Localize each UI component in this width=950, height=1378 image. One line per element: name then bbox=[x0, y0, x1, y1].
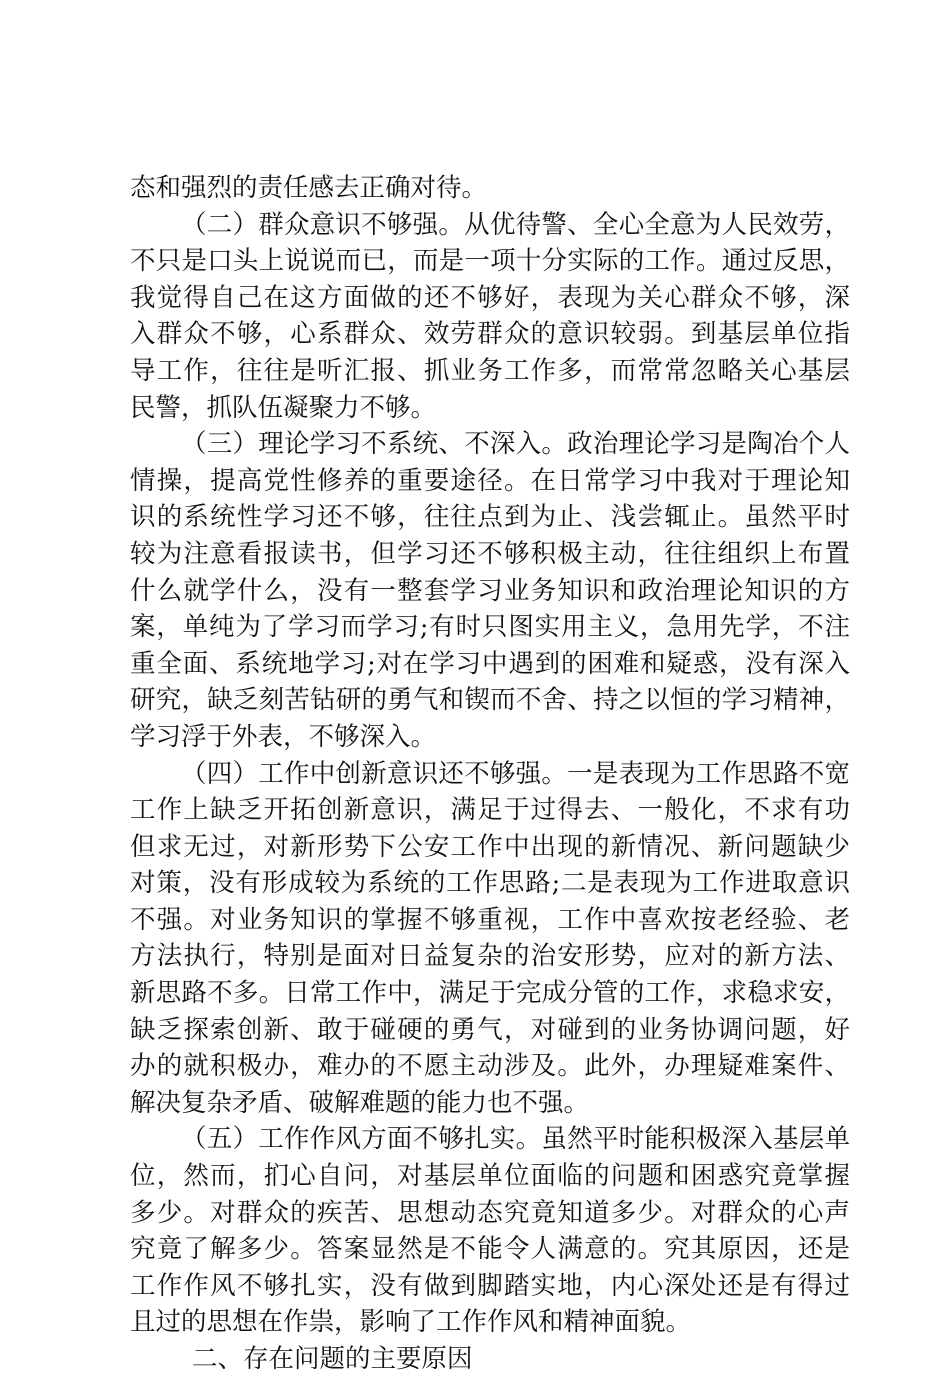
text-line-28: 位，然而，扪心自问，对基层单位面临的问题和困惑究竟掌握 bbox=[130, 1161, 850, 1192]
text-line-31: 工作作风不够扎实，没有做到脚踏实地，内心深处还是有得过 bbox=[130, 1270, 850, 1301]
text-line-18: 工作上缺乏开拓创新意识，满足于过得去、一般化，不求有功 bbox=[130, 795, 850, 826]
text-line-13: 案，单纯为了学习而学习;有时只图实用主义，急用先学，不注 bbox=[130, 612, 850, 643]
text-line-21: 不强。对业务知识的掌握不够重视，工作中喜欢按老经验、老 bbox=[130, 904, 850, 935]
text-line-29: 多少。对群众的疾苦、思想动态究竟知道多少。对群众的心声 bbox=[130, 1197, 850, 1228]
text-line-22: 方法执行，特别是面对日益复杂的治安形势，应对的新方法、 bbox=[130, 941, 850, 972]
section-title-causes: 二、存在问题的主要原因 bbox=[192, 1344, 473, 1374]
text-line-25: 办的就积极办，难办的不愿主动涉及。此外，办理疑难案件、 bbox=[130, 1051, 850, 1082]
text-line-14: 重全面、系统地学习;对在学习中遇到的困难和疑惑，没有深入 bbox=[130, 648, 850, 679]
text-line-1: 态和强烈的责任感去正确对待。 bbox=[130, 173, 488, 203]
text-line-30: 究竟了解多少。答案显然是不能令人满意的。究其原因，还是 bbox=[130, 1234, 850, 1265]
section-heading-4-line: （四）工作中创新意识还不够强。一是表现为工作思路不宽 bbox=[181, 758, 850, 789]
text-line-10: 识的系统性学习还不够，往往点到为止、浅尝辄止。虽然平时 bbox=[130, 502, 850, 533]
text-line-20: 对策，没有形成较为系统的工作思路;二是表现为工作进取意识 bbox=[130, 868, 850, 899]
document-body bbox=[130, 170, 850, 1378]
text-line-6: 导工作，往往是听汇报、抓业务工作多，而常常忽略关心基层 bbox=[130, 355, 850, 386]
text-line-7: 民警，抓队伍凝聚力不够。 bbox=[130, 392, 437, 423]
text-line-11: 较为注意看报读书，但学习还不够积极主动，往往组织上布置 bbox=[130, 538, 850, 569]
section-heading-3-line: （三）理论学习不系统、不深入。政治理论学习是陶冶个人 bbox=[181, 429, 850, 460]
text-line-5: 入群众不够，心系群众、效劳群众的意识较弱。到基层单位指 bbox=[130, 319, 850, 350]
text-line-9: 情操，提高党性修养的重要途径。在日常学习中我对于理论知 bbox=[130, 465, 850, 496]
text-line-26: 解决复杂矛盾、破解难题的能力也不强。 bbox=[130, 1087, 590, 1118]
text-line-19: 但求无过，对新形势下公安工作中出现的新情况、新问题缺少 bbox=[130, 831, 850, 862]
text-line-15: 研究，缺乏刻苦钻研的勇气和锲而不舍、持之以恒的学习精神， bbox=[130, 685, 850, 716]
text-line-32: 且过的思想在作祟，影响了工作作风和精神面貌。 bbox=[130, 1307, 692, 1338]
text-line-16: 学习浮于外表，不够深入。 bbox=[130, 721, 437, 752]
text-line-24: 缺乏探索创新、敢于碰硬的勇气，对碰到的业务协调问题，好 bbox=[130, 1014, 850, 1045]
section-heading-2-line: （二）群众意识不够强。从优待警、全心全意为人民效劳， bbox=[181, 209, 850, 240]
text-line-4: 我觉得自己在这方面做的还不够好，表现为关心群众不够，深 bbox=[130, 282, 850, 313]
text-line-12: 什么就学什么，没有一整套学习业务知识和政治理论知识的方 bbox=[130, 575, 850, 606]
text-line-3: 不只是口头上说说而已，而是一项十分实际的工作。通过反思， bbox=[130, 246, 850, 277]
section-heading-5-line: （五）工作作风方面不够扎实。虽然平时能积极深入基层单 bbox=[181, 1124, 850, 1155]
text-line-23: 新思路不多。日常工作中，满足于完成分管的工作，求稳求安， bbox=[130, 978, 850, 1009]
